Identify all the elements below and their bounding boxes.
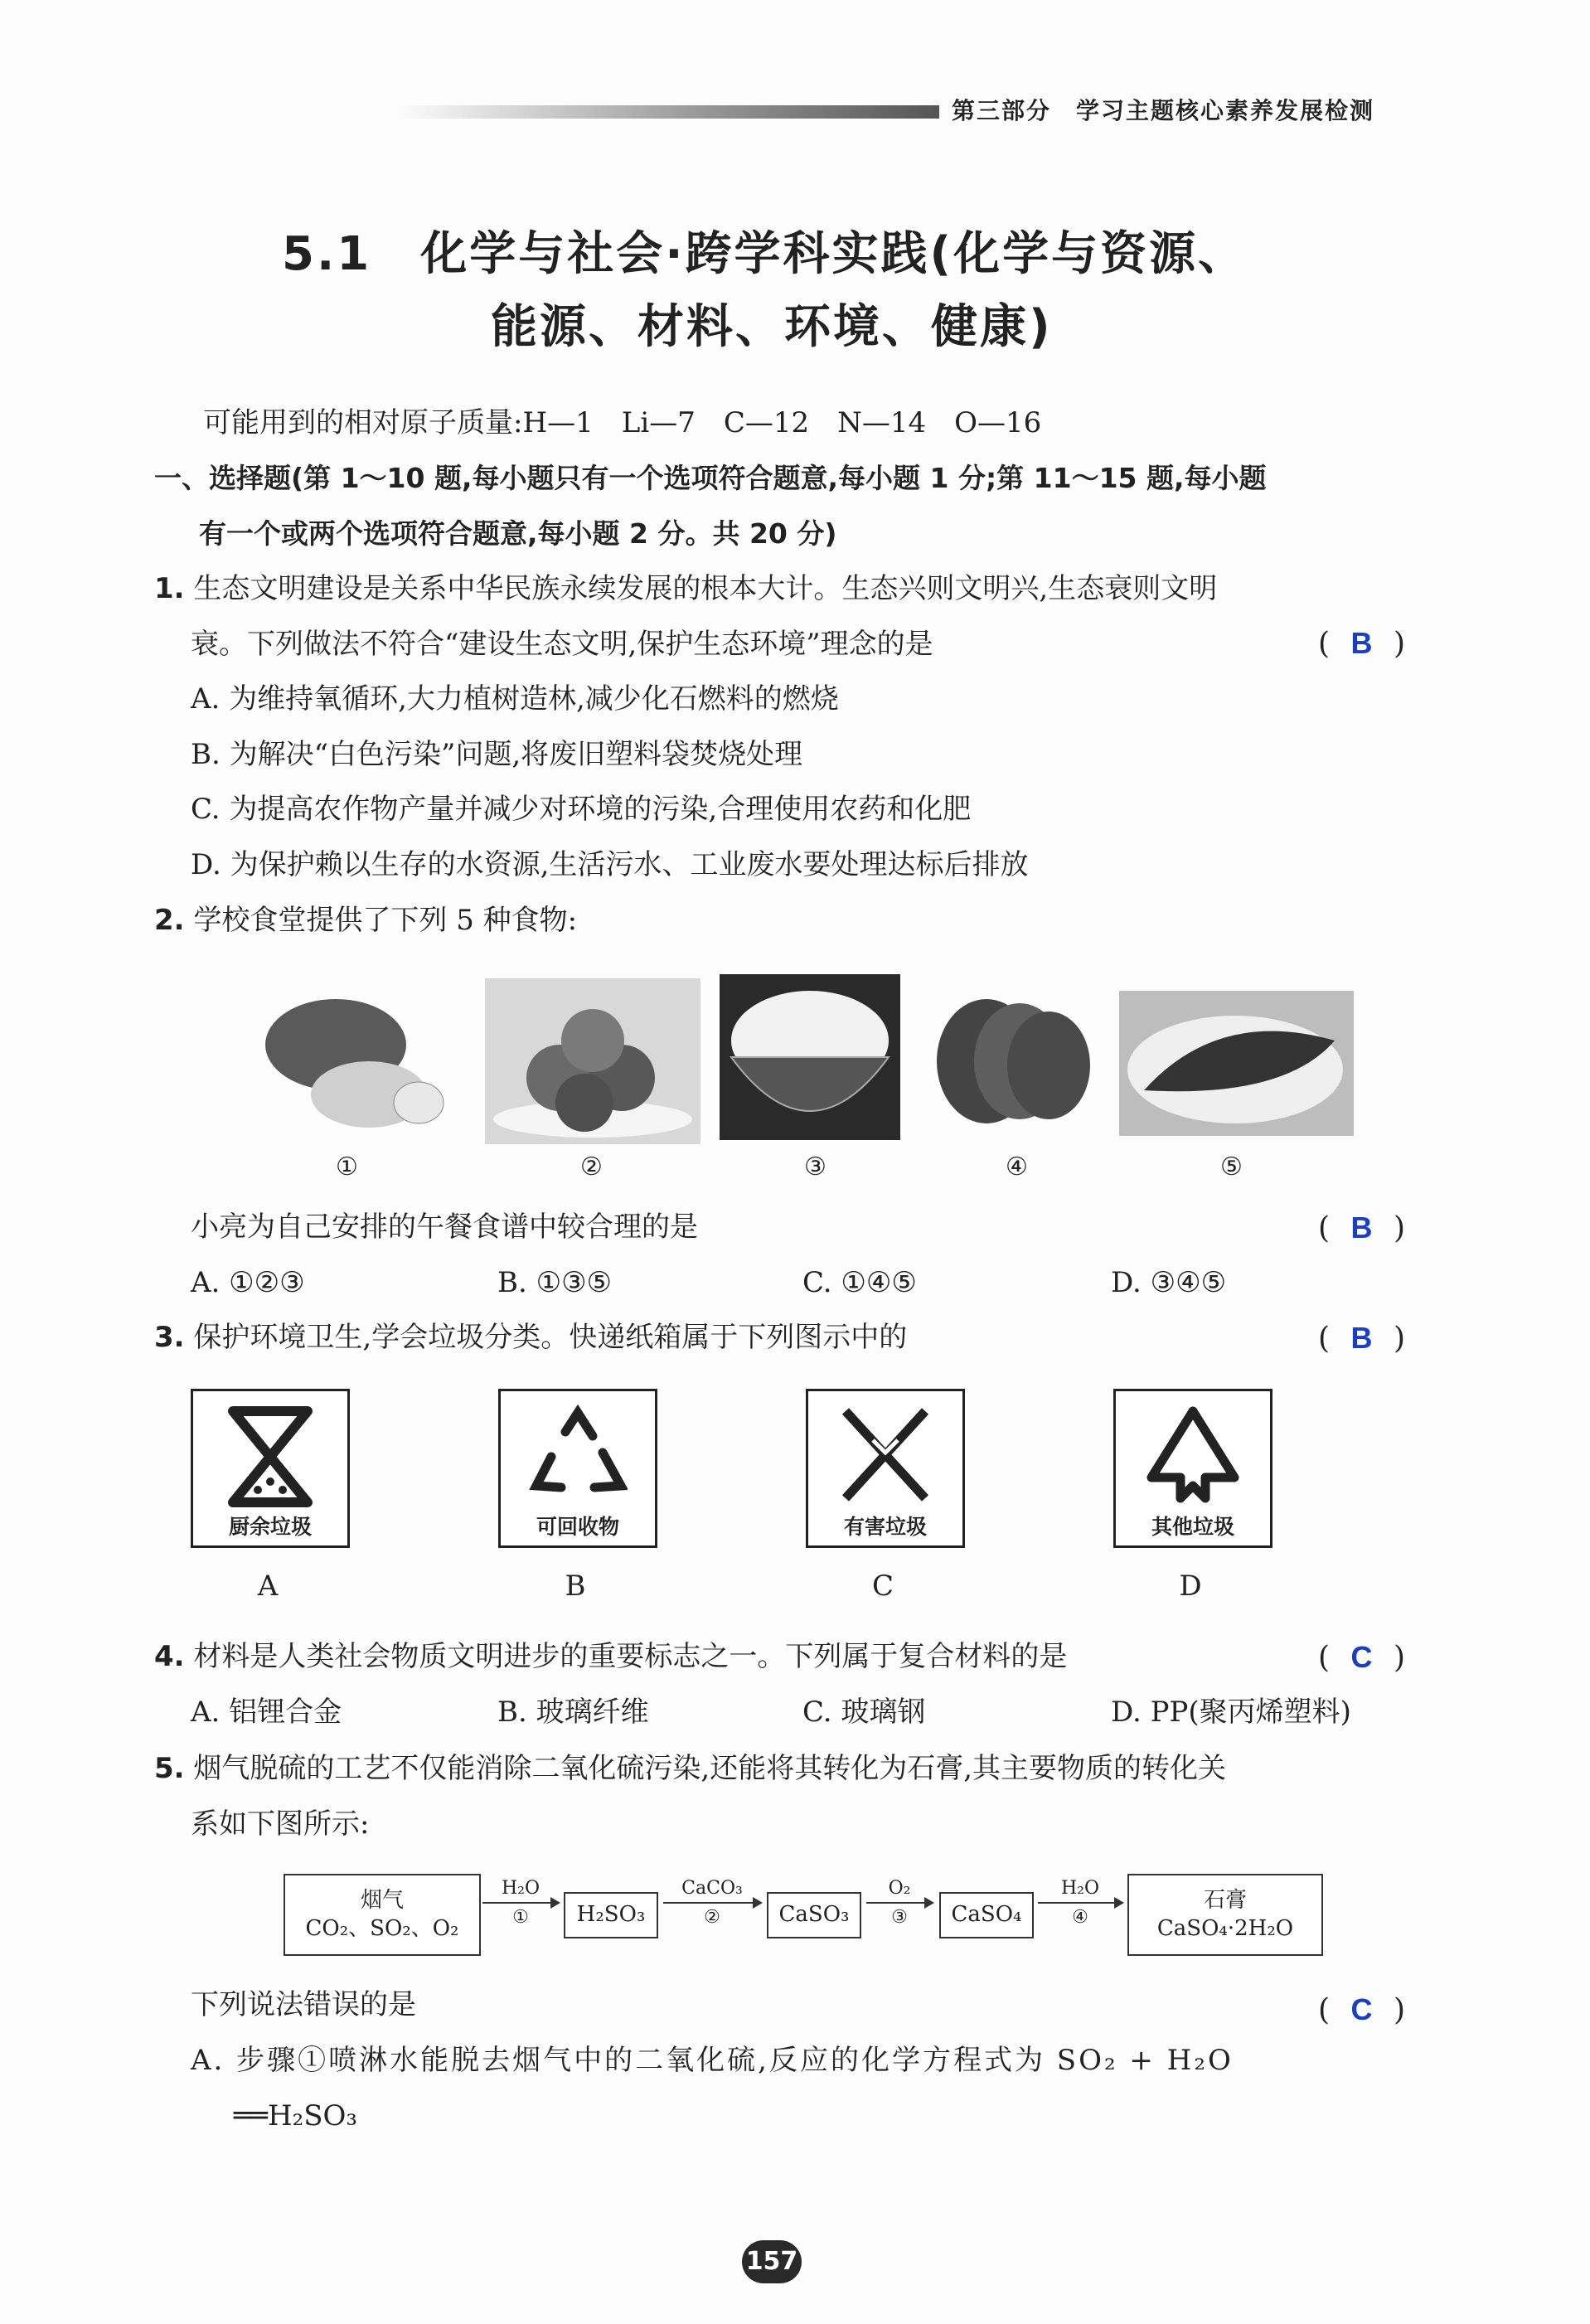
header-section-label: 第三部分 学习主题核心素养发展检测: [952, 97, 1375, 124]
atomic-masses: 可能用到的相对原子质量:H—1 Li—7 C—12 N—14 O—16: [203, 406, 1042, 439]
q3-stem: [154, 1321, 907, 1355]
q2-stem: [154, 904, 577, 938]
q2-answer: ( B ): [1318, 1211, 1405, 1245]
food-label-1: ①: [336, 1152, 358, 1181]
food-label-5: ⑤: [1220, 1152, 1243, 1181]
q2-text: 学校食堂提供了下列 5 种食物:: [193, 904, 578, 937]
section-heading-line2: 有一个或两个选项符合题意,每小题 2 分。共 20 分): [199, 517, 837, 550]
arrow-step-2: [663, 1878, 761, 1928]
food-label-2: ②: [580, 1152, 603, 1181]
q4-answer-letter: C: [1350, 1640, 1373, 1674]
q1-option-b: B. 为解决“白色污染”问题,将废旧塑料袋焚烧处理: [191, 738, 803, 771]
food-waste-caption: 厨余垃圾: [228, 1515, 312, 1539]
header-decoration-bar: [396, 105, 939, 119]
flue-gas-components: CO₂、SO₂、O₂: [305, 1915, 459, 1941]
gypsum-formula: CaSO₄·2H₂O: [1156, 1915, 1294, 1941]
flue-gas-title: 烟气: [360, 1887, 404, 1913]
q1-text-line1: 生态文明建设是关系中华民族永续发展的根本大计。生态兴则文明兴,生态衰则文明: [193, 572, 1218, 605]
page-title-line2: 能源、材料、环境、健康): [491, 300, 1053, 354]
q4-number: 4.: [154, 1640, 185, 1673]
rice-bowl-image: [720, 974, 900, 1140]
q2-option-d: D. ③④⑤: [1111, 1266, 1227, 1299]
q5-text-line1: 烟气脱硫的工艺不仅能消除二氧化硫污染,还能将其转化为石膏,其主要物质的转化关: [193, 1752, 1227, 1785]
arrow-1-reagent: H₂O: [501, 1878, 541, 1899]
bok-choy-image: [253, 978, 452, 1144]
q1-text-line2: 衰。下列做法不符合“建设生态文明,保护生态环境”理念的是: [191, 628, 933, 661]
q1-stem-line1: [154, 572, 1217, 606]
h2so3-box: H₂SO₃: [564, 1892, 658, 1938]
fish-dish-image: [1119, 991, 1354, 1136]
caso4-box: CaSO₄: [939, 1892, 1034, 1938]
sign-letter-a: A: [257, 1570, 279, 1603]
other-waste-icon: [1143, 1403, 1243, 1511]
hazardous-waste-caption: 有害垃圾: [843, 1515, 927, 1539]
arrow-3-reagent: O₂: [888, 1878, 911, 1899]
page-number: 157: [742, 2240, 802, 2283]
arrow-step-3: [866, 1878, 933, 1928]
q4-answer: ( C ): [1318, 1640, 1405, 1675]
food-waste-sign: [191, 1389, 350, 1548]
gypsum-title: 石膏: [1203, 1887, 1247, 1913]
section-heading-line1: 一、选择题(第 1～10 题,每小题只有一个选项符合题意,每小题 1 分;第 11～15 题,每小题: [154, 462, 1267, 494]
q4-stem: [154, 1640, 1067, 1674]
q2-question: 小亮为自己安排的午餐食谱中较合理的是: [191, 1211, 698, 1244]
caso3-box: CaSO₃: [767, 1892, 861, 1938]
q3-text: 保护环境卫生,学会垃圾分类。快递纸箱属于下列图示中的: [193, 1321, 908, 1354]
food-label-3: ③: [804, 1152, 827, 1181]
food-waste-icon: [221, 1403, 320, 1511]
q5-stem-line1: [154, 1752, 1226, 1786]
recyclable-sign: [498, 1389, 657, 1548]
q4-option-d: D. PP(聚丙烯塑料): [1111, 1696, 1351, 1729]
recyclable-caption: 可回收物: [536, 1515, 619, 1539]
hazardous-waste-icon: [836, 1403, 935, 1511]
arrow-4-step: ④: [1072, 1907, 1088, 1928]
q1-option-c: C. 为提高农作物产量并减少对环境的污染,合理使用农药和化肥: [191, 793, 972, 826]
arrow-2-step: ②: [704, 1907, 720, 1928]
q2-answer-letter: B: [1350, 1211, 1373, 1244]
sign-letter-c: C: [871, 1570, 894, 1603]
gypsum-box: [1127, 1874, 1323, 1956]
food-label-4: ④: [1006, 1152, 1028, 1181]
page-title-line1: 5.1 化学与社会·跨学科实践(化学与资源、: [282, 227, 1248, 281]
q4-option-a: A. 铝锂合金: [191, 1696, 342, 1729]
q5-answer: ( C ): [1318, 1992, 1405, 2027]
q4-option-b: B. 玻璃纤维: [497, 1696, 649, 1729]
hazardous-waste-sign: [806, 1389, 965, 1548]
q5-option-a-line1: A. 步骤①喷淋水能脱去烟气中的二氧化硫,反应的化学方程式为 SO₂ + H₂O: [191, 2044, 1234, 2077]
sign-letter-b: B: [565, 1570, 586, 1603]
recycle-icon: [528, 1403, 628, 1511]
q3-answer-letter: B: [1350, 1321, 1373, 1355]
q5-answer-letter: C: [1350, 1992, 1373, 2026]
q2-option-b: B. ①③⑤: [497, 1266, 613, 1299]
q2-number: 2.: [154, 904, 185, 937]
q5-text-line2: 系如下图所示:: [191, 1807, 370, 1841]
q2-option-c: C. ①④⑤: [802, 1266, 917, 1299]
arrow-step-1: [482, 1878, 559, 1928]
arrow-4-reagent: H₂O: [1060, 1878, 1100, 1899]
q3-answer: ( B ): [1318, 1321, 1405, 1356]
q4-text: 材料是人类社会物质文明进步的重要标志之一。下列属于复合材料的是: [193, 1640, 1068, 1673]
q5-option-a-line2: ══H₂SO₃: [234, 2099, 358, 2132]
q5-question: 下列说法错误的是: [191, 1988, 416, 2021]
q1-number: 1.: [154, 572, 185, 605]
q1-answer: ( B ): [1318, 626, 1405, 661]
q1-option-d: D. 为保护赖以生存的水资源,生活污水、工业废水要处理达标后排放: [191, 848, 1029, 881]
meat-image: [924, 982, 1103, 1140]
other-waste-caption: 其他垃圾: [1151, 1515, 1234, 1539]
q1-option-a: A. 为维持氧循环,大力植树造林,减少化石燃料的燃烧: [191, 682, 839, 716]
q1-answer-letter: B: [1350, 626, 1373, 660]
q5-number: 5.: [154, 1752, 185, 1785]
other-waste-sign: [1113, 1389, 1272, 1548]
arrow-2-reagent: CaCO₃: [681, 1878, 743, 1899]
arrow-step-4: [1038, 1878, 1122, 1928]
q3-number: 3.: [154, 1321, 185, 1354]
arrow-3-step: ③: [891, 1907, 908, 1928]
q2-option-a: A. ①②③: [191, 1266, 305, 1299]
q4-option-c: C. 玻璃钢: [802, 1696, 926, 1729]
apples-image: [485, 978, 700, 1144]
flue-gas-box: [284, 1874, 481, 1956]
sign-letter-d: D: [1179, 1570, 1202, 1603]
arrow-1-step: ①: [512, 1907, 529, 1928]
